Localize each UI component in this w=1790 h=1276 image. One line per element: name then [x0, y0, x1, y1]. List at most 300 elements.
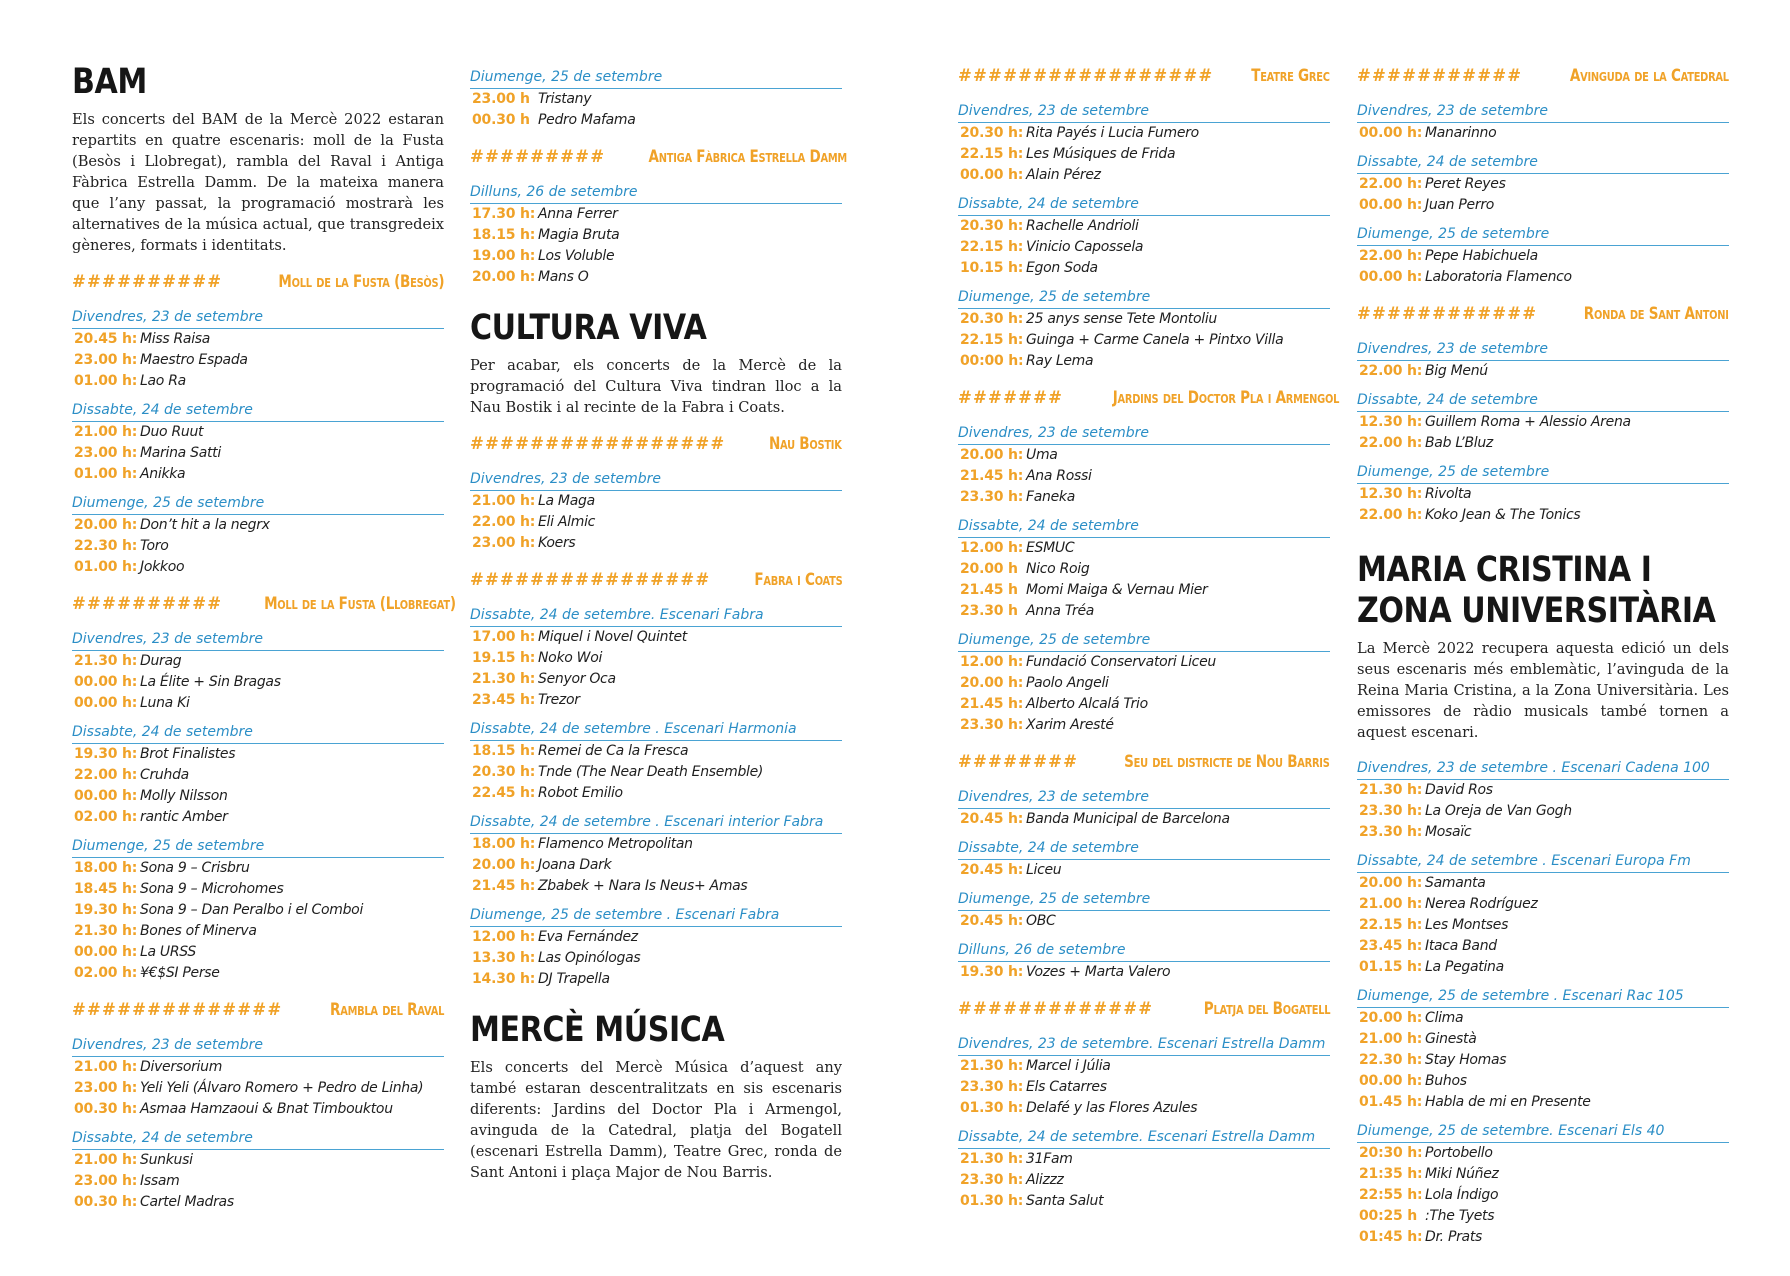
day-heading: Dilluns, 26 de setembre	[470, 183, 842, 204]
section-heading: ZONA UNIVERSITÀRIA	[1357, 591, 1716, 631]
day-heading: Diumenge, 25 de setembre	[470, 68, 842, 89]
event-time: 20.30 h:	[960, 125, 1024, 141]
day-block	[958, 288, 1330, 372]
event-artist: Buhos	[1425, 1073, 1467, 1089]
event-time: 10.15 h:	[960, 260, 1024, 276]
event-artist: Nico Roig	[1026, 561, 1090, 577]
day-heading: Dissabte, 24 de setembre. Escenari Fabra	[470, 606, 842, 627]
event-time: 22.30 h:	[74, 538, 138, 554]
event-row	[470, 876, 842, 897]
event-row	[72, 765, 444, 786]
event-row	[958, 538, 1330, 559]
event-time: 22.00 h:	[74, 767, 138, 783]
event-time: 02.00 h:	[74, 809, 138, 825]
event-row	[470, 627, 842, 648]
event-artist: Diversorium	[140, 1059, 223, 1075]
event-time: 18.45 h:	[74, 881, 138, 897]
day-heading: Divendres, 23 de setembre	[958, 788, 1330, 809]
day-block	[72, 837, 444, 984]
event-artist: Rita Payés i Lucia Fumero	[1026, 125, 1199, 141]
event-time: 00.00 h:	[74, 788, 138, 804]
event-time: 21.00 h:	[1359, 1031, 1423, 1047]
event-time: 23.30 h:	[960, 489, 1024, 505]
venue-hashes: #########	[470, 147, 606, 166]
event-row	[958, 962, 1330, 983]
event-time: 12.30 h:	[1359, 486, 1423, 502]
event-time: 19.30 h:	[74, 902, 138, 918]
event-artist: Ray Lema	[1026, 353, 1094, 369]
event-time: 21.30 h:	[74, 923, 138, 939]
event-row	[1357, 780, 1729, 801]
venue-heading	[1357, 66, 1729, 88]
day-block	[470, 606, 842, 711]
event-time: 20.30 h:	[960, 311, 1024, 327]
event-artist: Jokkoo	[140, 559, 185, 575]
event-time: 20.00 h	[960, 561, 1018, 577]
event-row	[1357, 822, 1729, 843]
day-heading: Dissabte, 24 de setembre. Escenari Estrella Damm	[958, 1128, 1330, 1149]
event-artist: Big Menú	[1425, 363, 1488, 379]
event-artist: Duo Ruut	[140, 424, 204, 440]
event-row	[958, 309, 1330, 330]
day-heading: Dissabte, 24 de setembre	[72, 1129, 444, 1150]
event-time: 12.30 h:	[1359, 414, 1423, 430]
event-time: 22.30 h:	[1359, 1052, 1423, 1068]
event-row	[470, 491, 842, 512]
event-artist: Brot Finalistes	[140, 746, 236, 762]
event-row	[958, 809, 1330, 830]
event-row	[72, 807, 444, 828]
event-time: 19.30 h:	[74, 746, 138, 762]
day-block	[470, 470, 842, 554]
day-heading: Divendres, 23 de setembre	[72, 630, 444, 651]
day-heading: Divendres, 23 de setembre. Escenari Estrella Damm	[958, 1035, 1330, 1056]
venue-hashes: ##############	[72, 1000, 283, 1019]
day-heading: Dissabte, 24 de setembre	[1357, 391, 1729, 412]
event-time: 20.00 h:	[472, 269, 536, 285]
event-time: 01.30 h:	[960, 1100, 1024, 1116]
day-heading: Diumenge, 25 de setembre	[72, 837, 444, 858]
event-artist: Zbabek + Nara Is Neus+ Amas	[538, 878, 748, 894]
event-row	[1357, 505, 1729, 526]
day-block	[958, 1128, 1330, 1212]
event-artist: Rivolta	[1425, 486, 1472, 502]
intro-paragraph: Els concerts del BAM de la Mercè 2022 estaran repartits en quatre escenaris: moll de la Fusta (Besòs i Llobregat), rambla del Raval i Antiga Fàbrica Estrella Damm. De la mateixa manera que l’any passat, la programació mostrarà les alternatives de la música actual, que transgredeix gèneres, formats i identitats.	[72, 111, 444, 254]
day-heading: Divendres, 23 de setembre	[958, 424, 1330, 445]
day-heading: Diumenge, 25 de setembre	[1357, 225, 1729, 246]
day-block	[958, 941, 1330, 983]
event-time: 23.00 h:	[74, 1173, 138, 1189]
event-artist: Bab L’Bluz	[1425, 435, 1493, 451]
event-time: 00.00 h:	[1359, 125, 1423, 141]
event-time: 22.00 h:	[1359, 363, 1423, 379]
event-row	[1357, 1008, 1729, 1029]
event-time: 21.45 h	[960, 582, 1018, 598]
venue-name: Fabra i Coats	[753, 570, 842, 589]
event-time: 23.30 h	[960, 603, 1018, 619]
event-row	[1357, 195, 1729, 216]
event-time: 23.00 h	[472, 91, 530, 107]
event-artist: Ana Rossi	[1026, 468, 1092, 484]
venue-hashes: #######	[958, 388, 1064, 407]
day-heading: Divendres, 23 de setembre	[470, 470, 842, 491]
event-artist: Miki Núñez	[1425, 1166, 1499, 1182]
event-time: 01.15 h:	[1359, 959, 1423, 975]
event-row	[470, 89, 842, 110]
event-time: 20.00 h:	[74, 517, 138, 533]
event-time: 22.15 h:	[960, 332, 1024, 348]
day-block	[470, 813, 842, 897]
event-row	[958, 330, 1330, 351]
event-artist: Mans O	[538, 269, 589, 285]
event-artist: Banda Municipal de Barcelona	[1026, 811, 1230, 827]
event-time: 17.30 h:	[472, 206, 536, 222]
event-time: 23.45 h:	[1359, 938, 1423, 954]
day-heading: Diumenge, 25 de setembre. Escenari Els 40	[1357, 1122, 1729, 1143]
day-block	[1357, 852, 1729, 978]
event-artist: Delafé y las Flores Azules	[1026, 1100, 1198, 1116]
event-row	[72, 900, 444, 921]
event-time: 12.00 h:	[960, 654, 1024, 670]
section-heading: MERCÈ MÚSICA	[470, 1010, 725, 1050]
event-time: 18.15 h:	[472, 227, 536, 243]
event-row	[958, 144, 1330, 165]
event-row	[958, 860, 1330, 881]
event-row	[1357, 1050, 1729, 1071]
event-artist: Luna Ki	[140, 695, 190, 711]
event-row	[1357, 1071, 1729, 1092]
event-artist: Lao Ra	[140, 373, 186, 389]
event-row	[958, 673, 1330, 694]
event-artist: Fundació Conservatori Liceu	[1026, 654, 1216, 670]
day-block	[958, 517, 1330, 622]
day-heading: Dissabte, 24 de setembre . Escenari Europa Fm	[1357, 852, 1729, 873]
event-time: 00.00 h:	[74, 695, 138, 711]
day-block	[1357, 463, 1729, 526]
day-heading: Divendres, 23 de setembre . Escenari Cadena 100	[1357, 759, 1729, 780]
event-time: 23.30 h:	[960, 717, 1024, 733]
venue-heading	[958, 752, 1330, 774]
venue-heading	[1357, 304, 1729, 326]
day-block	[1357, 340, 1729, 382]
event-time: 18.15 h:	[472, 743, 536, 759]
event-row	[470, 762, 842, 783]
day-block	[72, 308, 444, 392]
event-row	[72, 693, 444, 714]
event-row	[72, 672, 444, 693]
event-row	[958, 216, 1330, 237]
day-block	[958, 890, 1330, 932]
event-time: 21:35 h:	[1359, 1166, 1423, 1182]
event-artist: Molly Nilsson	[140, 788, 228, 804]
event-artist: Noko Woi	[538, 650, 603, 666]
day-heading: Divendres, 23 de setembre	[1357, 102, 1729, 123]
event-time: 22.15 h:	[1359, 917, 1423, 933]
venue-name: Platja del Bogatell	[1203, 999, 1330, 1018]
event-row	[1357, 412, 1729, 433]
day-block	[1357, 225, 1729, 288]
event-time: 00.00 h:	[74, 944, 138, 960]
event-row	[1357, 361, 1729, 382]
event-artist: Pedro Mafama	[538, 112, 636, 128]
event-time: 20.45 h:	[960, 811, 1024, 827]
event-row	[1357, 433, 1729, 454]
event-artist: La URSS	[140, 944, 196, 960]
event-row	[958, 1077, 1330, 1098]
venue-name: Avinguda de la Catedral	[1570, 66, 1729, 85]
event-artist: Els Catarres	[1026, 1079, 1107, 1095]
event-time: 21.30 h:	[960, 1151, 1024, 1167]
event-artist: 31Fam	[1026, 1151, 1073, 1167]
event-artist: Flamenco Metropolitan	[538, 836, 693, 852]
venue-name: Moll de la Fusta (Besòs)	[278, 272, 444, 291]
event-time: 01.30 h:	[960, 1193, 1024, 1209]
event-artist: Alizzz	[1026, 1172, 1064, 1188]
event-time: 22.15 h:	[960, 146, 1024, 162]
venue-name: Seu del districte de Nou Barris	[1124, 752, 1330, 771]
event-row	[958, 487, 1330, 508]
event-artist: Yeli Yeli (Álvaro Romero + Pedro de Linha)	[140, 1080, 424, 1096]
event-row	[470, 648, 842, 669]
section-heading: CULTURA VIVA	[470, 308, 707, 348]
event-time: 20.00 h:	[960, 447, 1024, 463]
venue-heading	[958, 999, 1330, 1021]
event-row	[470, 969, 842, 990]
event-row	[1357, 873, 1729, 894]
venue-name: Moll de la Fusta (Llobregat)	[264, 594, 457, 613]
event-time: 19.30 h:	[960, 964, 1024, 980]
venue-hashes: ##########	[72, 594, 223, 613]
event-artist: Tristany	[538, 91, 592, 107]
event-time: 21.00 h:	[74, 1152, 138, 1168]
event-time: 23.00 h:	[74, 1080, 138, 1096]
event-row	[72, 651, 444, 672]
venue-name: Rambla del Raval	[329, 1000, 444, 1019]
event-row	[72, 350, 444, 371]
event-artist: Toro	[140, 538, 169, 554]
day-heading: Dissabte, 24 de setembre	[958, 839, 1330, 860]
event-artist: Cartel Madras	[140, 1194, 234, 1210]
event-time: 00.00 h:	[1359, 269, 1423, 285]
event-row	[958, 715, 1330, 736]
event-artist: Maestro Espada	[140, 352, 248, 368]
event-artist: Dr. Prats	[1425, 1229, 1483, 1245]
day-block	[958, 1035, 1330, 1119]
event-artist: Anna Tréa	[1026, 603, 1095, 619]
event-row	[958, 580, 1330, 601]
event-row	[1357, 801, 1729, 822]
event-artist: :The Tyets	[1425, 1208, 1495, 1224]
event-artist: Senyor Oca	[538, 671, 616, 687]
event-artist: La Élite + Sin Bragas	[140, 674, 281, 690]
event-time: 00.30 h:	[74, 1194, 138, 1210]
event-time: 00.30 h:	[74, 1101, 138, 1117]
section-heading: MARIA CRISTINA I	[1357, 550, 1652, 590]
event-time: 22.00 h:	[1359, 176, 1423, 192]
venue-heading	[958, 66, 1330, 88]
event-artist: La Pegatina	[1425, 959, 1504, 975]
event-artist: Koers	[538, 535, 576, 551]
event-time: 18.00 h:	[74, 860, 138, 876]
event-artist: Rachelle Andrioli	[1026, 218, 1139, 234]
event-row	[470, 267, 842, 288]
event-artist: Les Montses	[1425, 917, 1509, 933]
intro-paragraph: Per acabar, els concerts de la Mercè de la programació del Cultura Viva tindran lloc a la Nau Bostik i al recinte de la Fabra i Coats.	[470, 357, 842, 416]
event-time: 21.00 h:	[1359, 896, 1423, 912]
event-artist: ¥€$SI Perse	[140, 965, 220, 981]
event-time: 21.45 h:	[960, 696, 1024, 712]
event-artist: Bones of Minerva	[140, 923, 257, 939]
event-time: 20.00 h:	[1359, 1010, 1423, 1026]
day-block	[958, 788, 1330, 830]
venue-heading	[470, 147, 848, 169]
event-time: 20.00 h:	[960, 675, 1024, 691]
event-row	[958, 351, 1330, 372]
event-row	[958, 165, 1330, 186]
day-block	[958, 102, 1330, 186]
event-row	[470, 855, 842, 876]
event-artist: Paolo Angeli	[1026, 675, 1109, 691]
event-time: 02.00 h:	[74, 965, 138, 981]
day-heading: Dissabte, 24 de setembre	[72, 723, 444, 744]
event-artist: Las Opinólogas	[538, 950, 641, 966]
event-artist: Samanta	[1425, 875, 1486, 891]
event-artist: Koko Jean & The Tonics	[1425, 507, 1581, 523]
day-block	[1357, 987, 1729, 1113]
event-time: 21.30 h:	[74, 653, 138, 669]
event-time: 00:25 h	[1359, 1208, 1418, 1224]
event-artist: Vinicio Capossela	[1026, 239, 1144, 255]
event-time: 23.30 h:	[960, 1079, 1024, 1095]
event-artist: David Ros	[1425, 782, 1493, 798]
day-block	[958, 424, 1330, 508]
event-row	[72, 786, 444, 807]
venue-name: Teatre Grec	[1251, 66, 1330, 85]
day-heading: Dissabte, 24 de setembre	[72, 401, 444, 422]
day-heading: Dissabte, 24 de setembre	[958, 195, 1330, 216]
event-artist: Uma	[1026, 447, 1058, 463]
event-artist: Sona 9 – Microhomes	[140, 881, 284, 897]
venue-heading	[72, 272, 444, 294]
venue-heading	[470, 570, 842, 592]
event-artist: Guinga + Carme Canela + Pintxo Villa	[1026, 332, 1284, 348]
event-row	[958, 466, 1330, 487]
event-time: 19.15 h:	[472, 650, 536, 666]
event-row	[470, 669, 842, 690]
event-row	[1357, 957, 1729, 978]
day-block	[1357, 153, 1729, 216]
event-artist: Issam	[140, 1173, 180, 1189]
column-4	[1357, 66, 1729, 1257]
event-row	[1357, 936, 1729, 957]
day-heading: Dissabte, 24 de setembre	[1357, 153, 1729, 174]
event-artist: Habla de mi en Presente	[1425, 1094, 1591, 1110]
event-row	[72, 371, 444, 392]
event-artist: Santa Salut	[1026, 1193, 1104, 1209]
event-artist: Mosaïc	[1425, 824, 1472, 840]
day-heading: Diumenge, 25 de setembre	[958, 631, 1330, 652]
event-row	[1357, 484, 1729, 505]
day-heading: Diumenge, 25 de setembre	[1357, 463, 1729, 484]
event-time: 21.30 h:	[960, 1058, 1024, 1074]
event-artist: Eva Fernández	[538, 929, 638, 945]
event-time: 00.00 h:	[960, 167, 1024, 183]
event-artist: Manarinno	[1425, 125, 1497, 141]
event-time: 22.00 h:	[472, 514, 536, 530]
venue-heading	[470, 434, 842, 456]
venue-hashes: ################	[470, 570, 711, 589]
event-artist: Momi Maiga & Vernau Mier	[1026, 582, 1208, 598]
event-artist: Stay Homas	[1425, 1052, 1507, 1068]
event-artist: Tnde (The Near Death Ensemble)	[538, 764, 764, 780]
event-row	[470, 512, 842, 533]
event-time: 23.30 h:	[1359, 803, 1423, 819]
event-artist: Anna Ferrer	[538, 206, 618, 222]
event-row	[470, 948, 842, 969]
day-heading: Dilluns, 26 de setembre	[958, 941, 1330, 962]
event-row	[1357, 1227, 1729, 1248]
event-row	[1357, 1206, 1729, 1227]
event-time: 14.30 h:	[472, 971, 536, 987]
event-artist: rantic Amber	[140, 809, 228, 825]
day-block	[958, 839, 1330, 881]
event-row	[1357, 915, 1729, 936]
event-artist: Nerea Rodríguez	[1425, 896, 1538, 912]
event-row	[470, 927, 842, 948]
event-row	[470, 783, 842, 804]
day-block	[470, 906, 842, 990]
venue-hashes: #################	[958, 66, 1214, 85]
event-time: 23.00 h:	[74, 445, 138, 461]
event-artist: Lola Índigo	[1425, 1187, 1499, 1203]
event-row	[470, 741, 842, 762]
event-time: 12.00 h:	[472, 929, 536, 945]
event-row	[1357, 894, 1729, 915]
event-time: 23.45 h:	[472, 692, 536, 708]
event-artist: Miquel i Novel Quintet	[538, 629, 687, 645]
event-artist: Marcel i Júlia	[1026, 1058, 1111, 1074]
column-3	[958, 66, 1340, 1221]
event-artist: Marina Satti	[140, 445, 221, 461]
event-row	[958, 445, 1330, 466]
event-row	[72, 1192, 444, 1213]
event-artist: Robot Emilio	[538, 785, 623, 801]
day-heading: Diumenge, 25 de setembre	[72, 494, 444, 515]
event-row	[72, 879, 444, 900]
event-row	[72, 515, 444, 536]
event-time: 23.00 h:	[74, 352, 138, 368]
event-artist: La Maga	[538, 493, 595, 509]
event-row	[958, 601, 1330, 622]
event-row	[72, 1057, 444, 1078]
event-time: 22.45 h:	[472, 785, 536, 801]
event-time: 20.00 h:	[1359, 875, 1423, 891]
event-artist: DJ Trapella	[538, 971, 610, 987]
event-row	[470, 533, 842, 554]
event-time: 00.00 h:	[1359, 197, 1423, 213]
event-time: 20.45 h:	[960, 913, 1024, 929]
event-row	[72, 1078, 444, 1099]
event-time: 22.00 h:	[1359, 435, 1423, 451]
event-row	[1357, 1092, 1729, 1113]
event-artist: Xarim Aresté	[1026, 717, 1114, 733]
day-block	[958, 631, 1330, 736]
event-row	[958, 1149, 1330, 1170]
event-artist: OBC	[1026, 913, 1056, 929]
event-row	[1357, 174, 1729, 195]
event-row	[470, 110, 842, 131]
event-artist: Anikka	[140, 466, 186, 482]
